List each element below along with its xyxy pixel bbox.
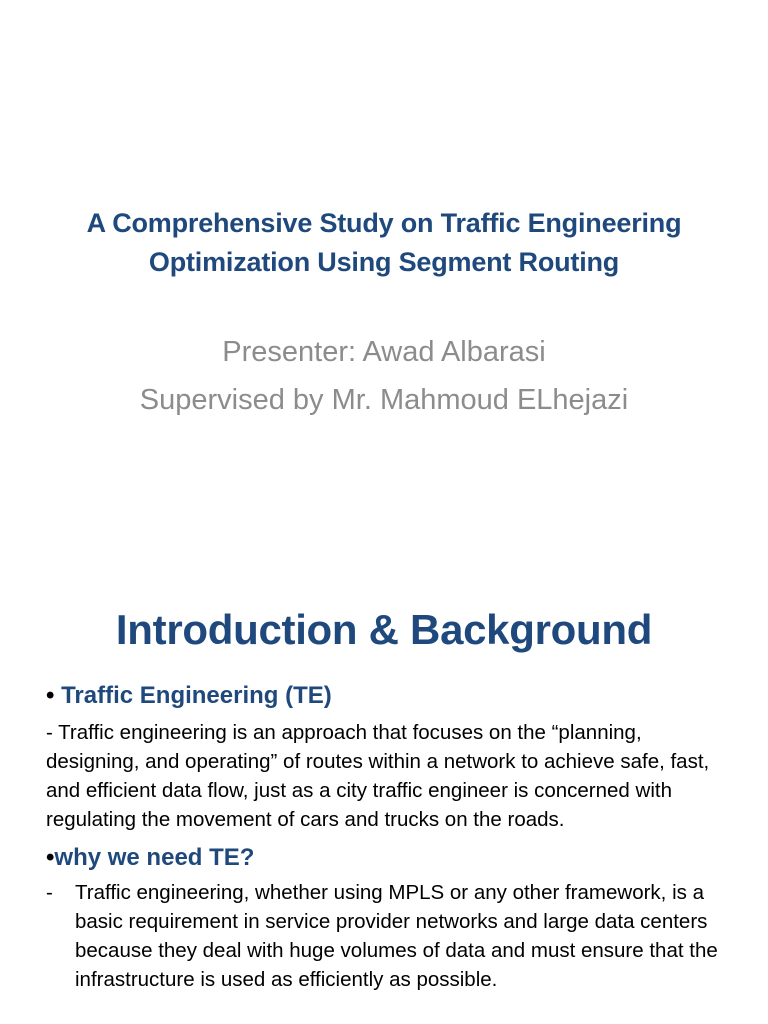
bullet-icon: • <box>46 682 55 709</box>
section-heading-label: why we need TE? <box>54 844 255 871</box>
section-heading-label: Traffic Engineering (TE) <box>61 682 332 709</box>
supervisor-name: Supervised by Mr. Mahmoud ELhejazi <box>139 384 629 416</box>
bullet-icon: • <box>46 844 55 871</box>
presentation-title-line-1: A Comprehensive Study on Traffic Engineering <box>86 208 682 238</box>
why-te-paragraph: Traffic engineering, whether using MPLS or any other framework, is a basic requirement in service provider networks and large data centers because they deal with huge volumes of data and must ensure that the infrastructure is used as efficiently as possible. <box>75 881 718 991</box>
section-heading-why-te <box>46 842 254 874</box>
dash-marker: - <box>46 881 53 904</box>
why-te-list-item <box>46 878 726 994</box>
presenter-name: Presenter: Awad Albarasi <box>222 336 546 368</box>
presentation-title-line-2: Optimization Using Segment Routing <box>148 247 620 277</box>
traffic-engineering-paragraph: - Traffic engineering is an approach that focuses on the “planning, designing, and operating” of routes within a network to achieve safe, fast, and efficient data flow, just as a city traffic engineer is concerned with regulating the movement of cars and trucks on the roads. <box>46 721 710 831</box>
section-heading-traffic-engineering <box>46 680 332 712</box>
presentation-title <box>40 204 728 282</box>
introduction-title: Introduction & Background <box>115 606 653 653</box>
